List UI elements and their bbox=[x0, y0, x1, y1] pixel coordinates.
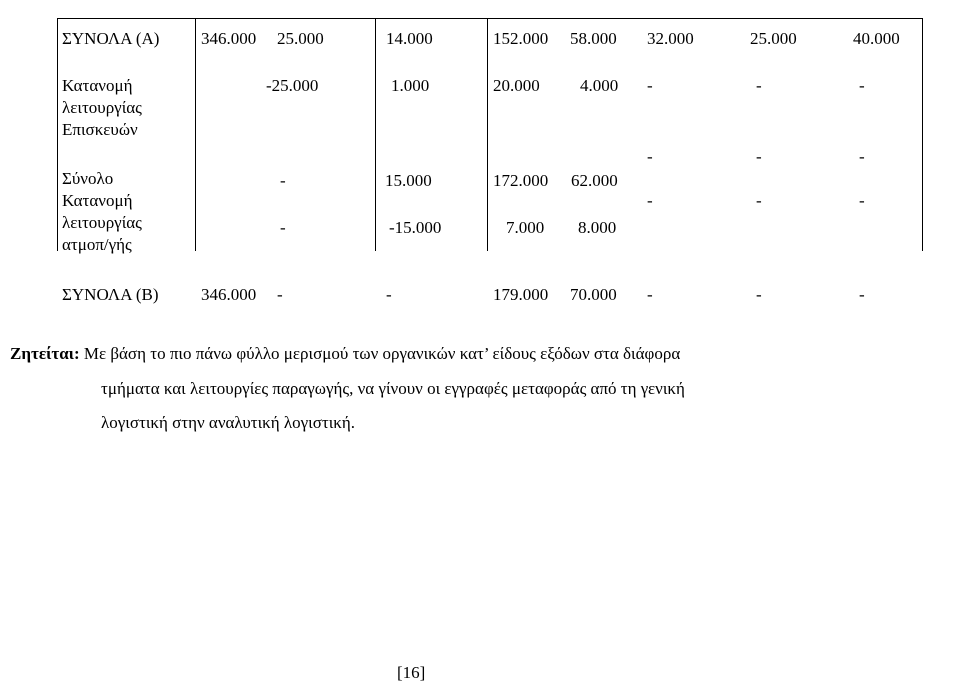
row-repair-label-line: λειτουργίας bbox=[62, 98, 142, 117]
row-b-value: - bbox=[647, 285, 653, 304]
row-a-value: 58.000 bbox=[570, 29, 617, 48]
table-inner-border-1 bbox=[195, 18, 196, 251]
row-steam-value: 7.000 bbox=[506, 218, 545, 237]
row-b-value: - bbox=[386, 285, 392, 304]
row-repair-value: - bbox=[859, 76, 865, 95]
row-a-label: ΣΥΝΟΛΑ (Α) bbox=[62, 29, 160, 48]
row-a-value: 32.000 bbox=[647, 29, 694, 48]
row-steam-label-line: ατμοπ/γής bbox=[62, 235, 132, 254]
row-steam-value: - bbox=[280, 171, 286, 190]
task-text: Με βάση το πιο πάνω φύλλο μερισμού των οργανικών κατ’ είδους εξόδων στα διάφορα bbox=[83, 344, 681, 363]
row-b-label: ΣΥΝΟΛΑ (Β) bbox=[62, 285, 159, 304]
row-repair-label-line: Κατανομή bbox=[62, 76, 133, 95]
row-steam-label-line: Σύνολο bbox=[62, 169, 114, 188]
task-paragraph-line-2: τμήματα και λειτουργίες παραγωγής, να γίνουν οι εγγραφές μεταφοράς από τη γενική bbox=[101, 379, 685, 398]
row-repair-value: - bbox=[647, 76, 653, 95]
row-repair-label-line: Επισκευών bbox=[62, 120, 138, 139]
row-b-value: 179.000 bbox=[493, 285, 549, 304]
table-inner-border-4 bbox=[922, 18, 923, 251]
task-label: Ζητείται: bbox=[10, 344, 80, 363]
row-steam-value: 8.000 bbox=[578, 218, 617, 237]
row-a-value: 25.000 bbox=[277, 29, 324, 48]
row-steam-value: -15.000 bbox=[389, 218, 442, 237]
row-steam-value: - bbox=[859, 147, 865, 166]
row-steam-value: - bbox=[859, 191, 865, 210]
row-repair-value: 1.000 bbox=[391, 76, 430, 95]
row-repair-value: -25.000 bbox=[266, 76, 319, 95]
table-inner-border-3 bbox=[487, 18, 488, 251]
task-paragraph-line-3: λογιστική στην αναλυτική λογιστική. bbox=[101, 413, 355, 432]
row-a-value: 346.000 bbox=[201, 29, 257, 48]
row-b-value: - bbox=[859, 285, 865, 304]
row-steam-value: - bbox=[756, 147, 762, 166]
row-repair-value: 20.000 bbox=[493, 76, 540, 95]
row-repair-value: - bbox=[756, 76, 762, 95]
row-steam-value: - bbox=[647, 191, 653, 210]
row-steam-value: - bbox=[647, 147, 653, 166]
task-paragraph-line-1 bbox=[10, 338, 680, 370]
row-b-value: - bbox=[277, 285, 283, 304]
row-b-value: 346.000 bbox=[201, 285, 257, 304]
row-a-value: 152.000 bbox=[493, 29, 549, 48]
row-repair-value: 4.000 bbox=[580, 76, 619, 95]
table-inner-border-2 bbox=[375, 18, 376, 251]
row-steam-label-line: Κατανομή bbox=[62, 191, 133, 210]
table-top-border bbox=[57, 18, 922, 19]
row-a-value: 40.000 bbox=[853, 29, 900, 48]
row-a-value: 14.000 bbox=[386, 29, 433, 48]
page-number: [16] bbox=[397, 663, 426, 682]
row-steam-value: - bbox=[280, 218, 286, 237]
row-steam-value: - bbox=[756, 191, 762, 210]
row-b-value: - bbox=[756, 285, 762, 304]
row-a-value: 25.000 bbox=[750, 29, 797, 48]
row-steam-value: 62.000 bbox=[571, 171, 618, 190]
row-steam-label-line: λειτουργίας bbox=[62, 213, 142, 232]
row-b-value: 70.000 bbox=[570, 285, 617, 304]
row-steam-value: 172.000 bbox=[493, 171, 549, 190]
row-steam-value: 15.000 bbox=[385, 171, 432, 190]
table-left-border bbox=[57, 18, 58, 251]
